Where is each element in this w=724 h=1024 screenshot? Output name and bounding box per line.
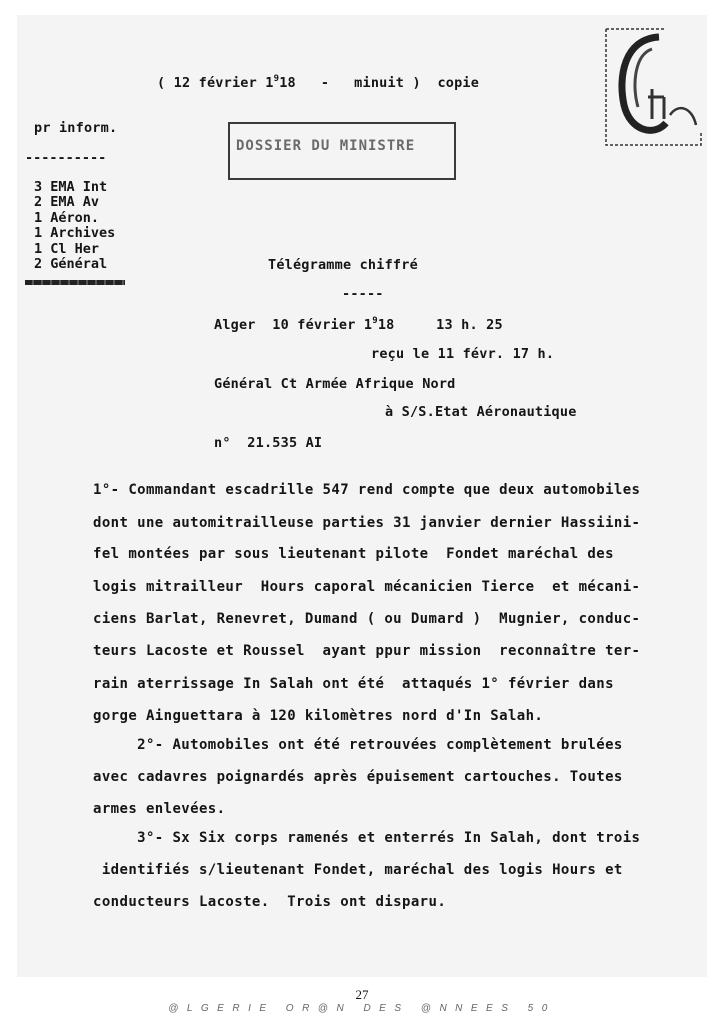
body-line: logis mitrailleur Hours caporal mécanicien Tierce et mécani- bbox=[93, 579, 641, 595]
distribution-item: 1 Aéron. bbox=[34, 209, 100, 226]
body-line: 3°- Sx Six corps ramenés et enterrés In Salah, dont trois bbox=[93, 830, 641, 846]
pr-inform-label: pr inform. bbox=[34, 120, 118, 136]
received-line: reçu le 11 févr. 17 h. bbox=[371, 346, 555, 362]
dossier-stamp bbox=[228, 122, 456, 180]
heavy-underline bbox=[25, 280, 125, 285]
page-number: 27 bbox=[355, 987, 369, 1002]
body-line: gorge Ainguettara à 120 kilomètres nord d'In Salah. bbox=[93, 708, 544, 724]
sender-line: Général Ct Armée Afrique Nord bbox=[214, 376, 456, 392]
body-line: ciens Barlat, Renevret, Dumand ( ou Dumard ) Mugnier, conduc- bbox=[93, 611, 641, 627]
origin-line: Alger 10 février $1^918$ 13 h. 25 bbox=[214, 316, 503, 333]
separator-rule: ---------- bbox=[25, 150, 107, 166]
body-line: identifiés s/lieutenant Fondet, maréchal des logis Hours et bbox=[93, 862, 623, 878]
body-line: 1°- Commandant escadrille 547 rend compte que deux automobiles bbox=[93, 482, 641, 498]
distribution-item: 3 EMA Int bbox=[34, 179, 108, 195]
telegram-separator: ----- bbox=[342, 286, 384, 302]
seal-stamp bbox=[604, 27, 704, 149]
distribution-list bbox=[34, 180, 115, 272]
body-line: dont une automitrailleuse parties 31 janvier dernier Hassiini- bbox=[93, 515, 641, 531]
footer-watermark: @LGERIE OR@N DES @NNEES 50 bbox=[168, 1003, 556, 1014]
distribution-item: 2 EMA Av bbox=[34, 194, 100, 211]
body-line: armes enlevées. bbox=[93, 801, 226, 817]
body-line: teurs Lacoste et Roussel ayant ppur mission reconnaître ter- bbox=[93, 643, 641, 659]
body-line: avec cadavres poignardés après épuisement cartouches. Toutes bbox=[93, 769, 623, 785]
body-line: 2°- Automobiles ont été retrouvées complètement brulées bbox=[93, 737, 623, 753]
distribution-item: 1 Cl Her bbox=[34, 240, 100, 257]
distribution-item: 2 Général bbox=[34, 256, 108, 273]
body-line: rain aterrissage In Salah ont été attaqués 1° février dans bbox=[93, 676, 614, 692]
distribution-item: 1 Archives bbox=[34, 225, 116, 242]
telegram-number: n° 21.535 AI bbox=[214, 435, 323, 451]
body-line: conducteurs Lacoste. Trois ont disparu. bbox=[93, 894, 447, 910]
dossier-stamp-text: DOSSIER DU MINISTRE bbox=[236, 138, 416, 154]
telegram-title: Télégramme chiffré bbox=[268, 257, 418, 273]
body-line: fel montées par sous lieutenant pilote Fondet maréchal des bbox=[93, 546, 614, 562]
header-date-line: ( 12 février $1^918$ - minuit ) copie bbox=[157, 74, 480, 91]
recipient-line: à S/S.Etat Aéronautique bbox=[385, 404, 577, 420]
